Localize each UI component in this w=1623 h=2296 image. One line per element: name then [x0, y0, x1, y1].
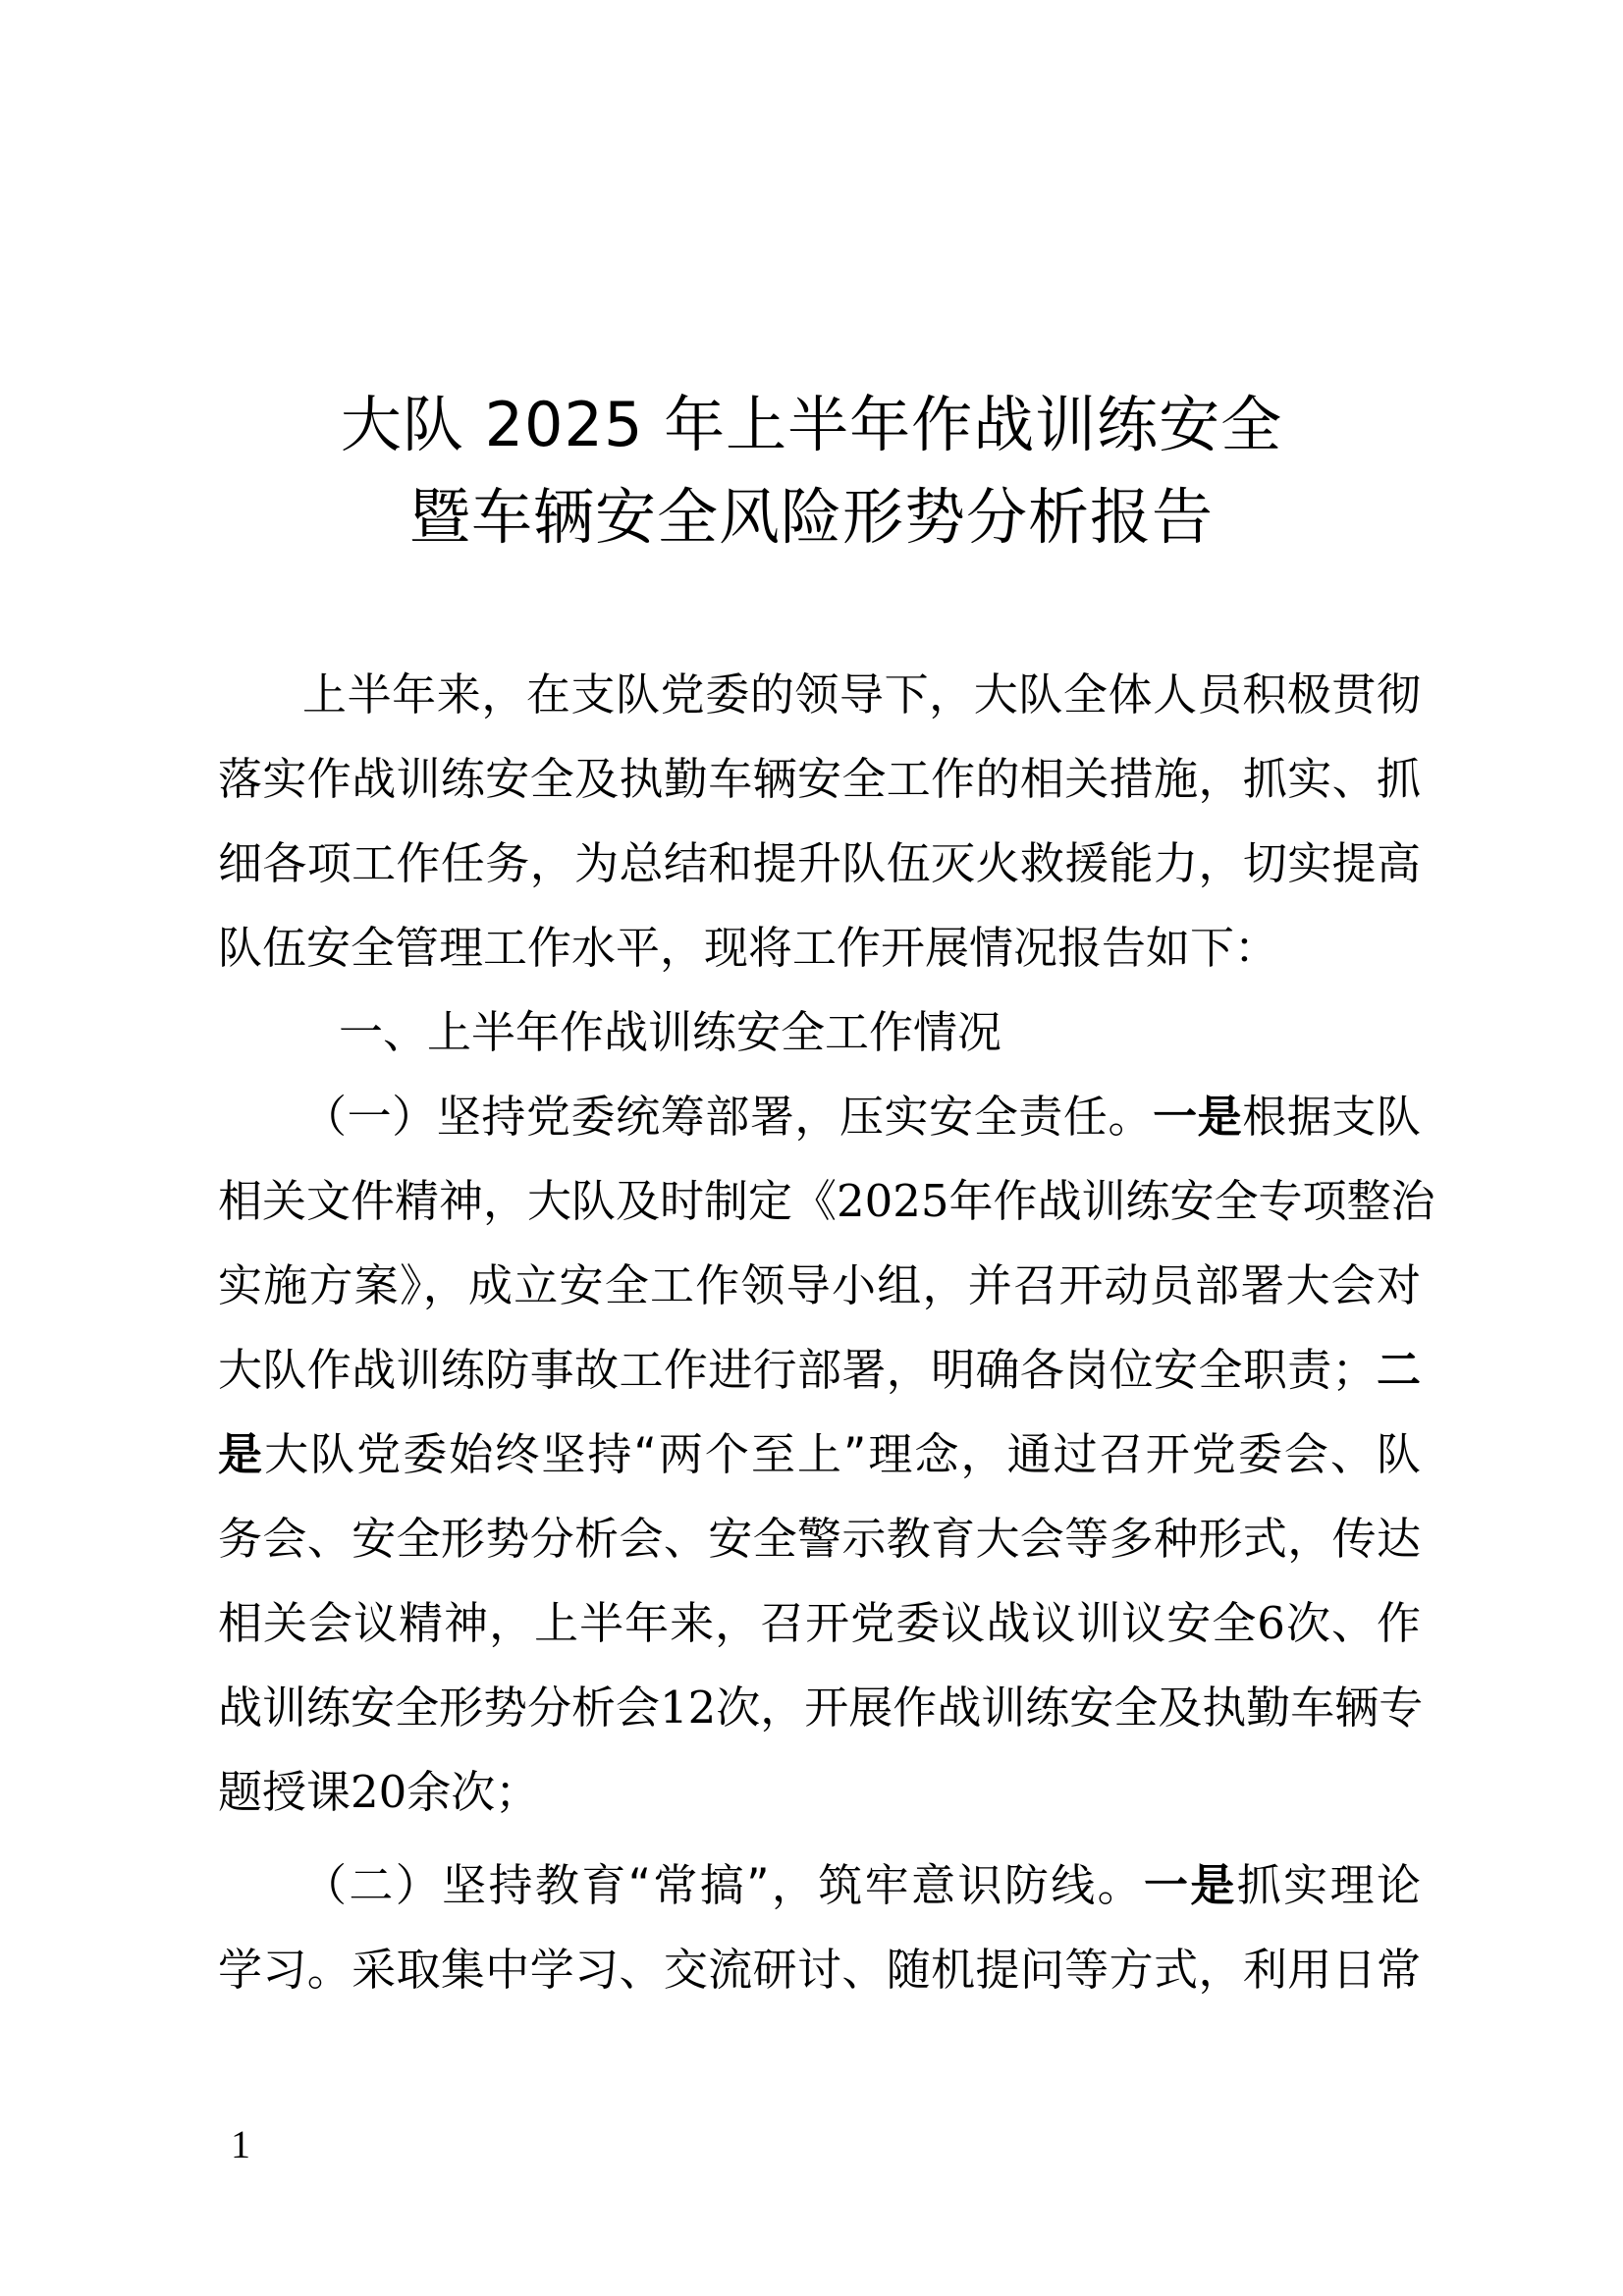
sub1-line-2-a: 相关文件精神，大队及时制定《 [218, 1175, 838, 1227]
document-title-line-2: 暨车辆安全风险形势分析报告 [408, 481, 1214, 553]
sub1-line-5 [218, 1413, 1421, 1497]
sub1-line-9-b: 余次； [406, 1766, 540, 1818]
sub1-line-1 [302, 1075, 1421, 1159]
sub1-count-lectures: 20 [351, 1766, 407, 1818]
sub1-line-6: 务会、安全形势分析会、安全警示教育大会等多种形式，传达 [218, 1513, 1421, 1565]
sub1-line-8-a: 战训练安全形势分析会 [218, 1682, 661, 1734]
sub1-line-7 [218, 1581, 1421, 1666]
intro-line-4: 队伍安全管理工作水平，现将工作开展情况报告如下： [218, 922, 1279, 974]
sub1-line-8-b: 次，开展作战训练安全及执勤车辆专 [716, 1682, 1424, 1734]
page-number: 1 [231, 2122, 250, 2166]
sub1-line-8 [218, 1666, 1424, 1750]
sub1-line-2-b: 年作战训练安全专项整治 [948, 1175, 1435, 1227]
sub2-heading-text: （二）坚持教育“常搞”，筑牢意识防线。 [302, 1859, 1145, 1911]
sub2-line-1 [302, 1843, 1421, 1928]
intro-line-3: 细各项工作任务，为总结和提升队伍灭火救援能力，切实提高 [218, 837, 1421, 889]
sub1-line-1-tail: 根据支队 [1242, 1091, 1421, 1143]
sub1-count-meetings: 6 [1257, 1597, 1285, 1649]
sub1-line-3: 实施方案》，成立安全工作领导小组，并召开动员部署大会对 [218, 1259, 1421, 1311]
sub1-line-9 [218, 1750, 539, 1835]
intro-line-1: 上半年来，在支队党委的领导下，大队全体人员积极贯彻 [302, 668, 1421, 721]
sub2-line-2: 学习。采取集中学习、交流研讨、随机提问等方式，利用日常 [218, 1944, 1421, 1996]
sub1-line-4-a: 大队作战训练防事故工作进行部署，明确各岗位安全职责； [218, 1344, 1377, 1396]
sub1-bold-marker-2a: 二 [1376, 1344, 1421, 1396]
sub1-line-4 [218, 1328, 1421, 1413]
sub2-bold-marker-1: 一是 [1144, 1859, 1237, 1911]
sub1-line-5-b: 大队党委始终坚持“两个至上”理念，通过召开党委会、队 [264, 1428, 1421, 1480]
sub1-bold-marker-2b: 是 [218, 1428, 265, 1480]
section-1-heading: 一、上半年作战训练安全工作情况 [339, 1006, 1002, 1058]
sub1-line-2 [218, 1159, 1435, 1244]
sub1-count-analysis: 12 [660, 1682, 717, 1734]
sub1-line-9-a: 题授课 [218, 1766, 352, 1818]
document-title-line-1: 大队 2025 年上半年作战训练安全 [340, 389, 1283, 460]
sub1-line-7-a: 相关会议精神，上半年来，召开党委议战议训议安全 [218, 1597, 1258, 1649]
sub1-heading-text: （一）坚持党委统筹部署，压实安全责任。 [302, 1091, 1154, 1143]
sub1-year: 2025 [837, 1175, 949, 1227]
sub1-line-7-b: 次、作 [1284, 1597, 1421, 1649]
intro-line-2: 落实作战训练安全及执勤车辆安全工作的相关措施，抓实、抓 [218, 753, 1421, 805]
sub2-line-1-tail: 抓实理论 [1236, 1859, 1421, 1911]
sub1-bold-marker-1: 一是 [1153, 1091, 1243, 1143]
